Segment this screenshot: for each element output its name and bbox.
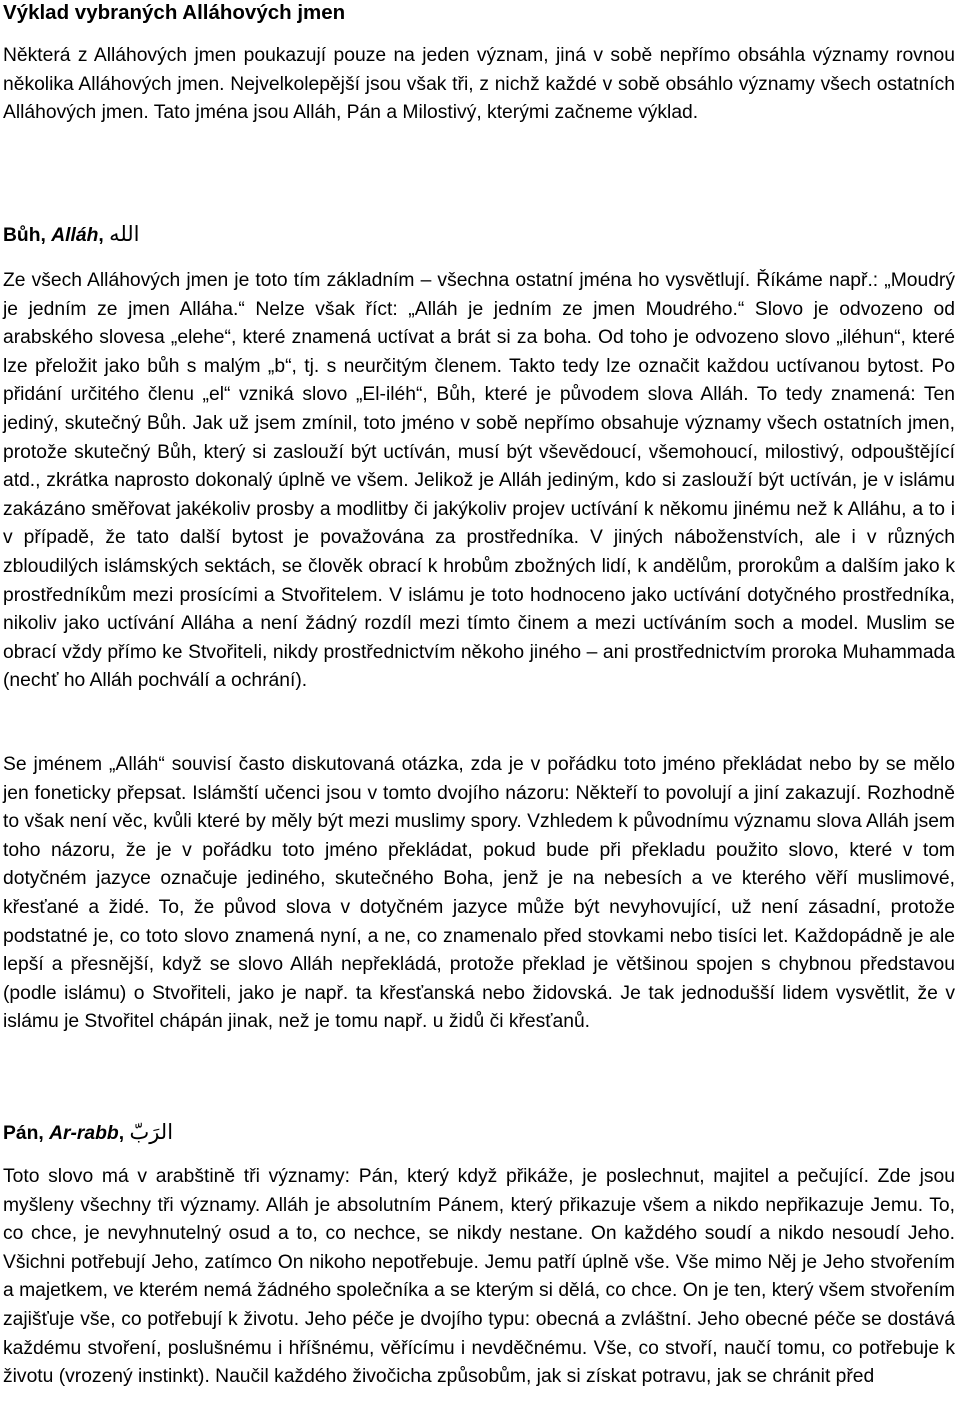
- heading-prefix: Bůh,: [3, 225, 52, 246]
- document-title: Výklad vybraných Alláhových jmen: [3, 1, 346, 24]
- allah-paragraph-translation: Se jménem „Alláh“ souvisí často diskutovaná otázka, zda je v pořádku toto jméno překládat nebo by se mělo jen foneticky přepsat. Islámští učenci jsou v tomto dvojího názoru: Někteří to povolují a jiní zakazují. Rozhodně to však není věc, kvůli které by měly být mezi muslimy spory. Vzhledem k původnímu významu slova Alláh jsem toho názoru, že je v pořádku toto jméno překládat, pokud bude při překladu použito slovo, které v tom dotyčném jazyce označuje jediného, skutečného Boha, jenž je na nebesích a ve kterého věří muslimové, křesťané a židé. To, že původ slova v dotyčném jazyce může být nevyhovující, už není zásadní, protože podstatné je, co toto slovo znamená nyní, a ne, co znamenalo před stovkami nebo tisíci let. Každopádně je ale lepší a přesnější, když se slovo Alláh nepřekládá, protože překlad je většinou spojen s chybnou představou (podle islámu) o Stvořiteli, jako je např. ta křesťanská nebo židovská. Je tak jednodušší lidem vysvětlit, že v islámu je Stvořitel chápán jinak, než je tomu např. u židů či křesťanů.: [3, 754, 955, 1033]
- section-heading-allah: [3, 220, 140, 250]
- allah-paragraph-meaning: Ze všech Alláhových jmen je toto tím základním – všechna ostatní jména ho vysvětlují. Říkáme např.: „Moudrý je jedním ze jmen Alláha.“ Nelze však říct: „Alláh je jedním ze jmen Moudrého.“ Slovo je odvozeno od arabského slovesa „elehe“, které znamená uctívat a brát si za boha. Od toho je odvozeno slovo „iléhun“, které lze přeložit jako bůh s malým „b“, tj. s neurčitým členem. Takto tedy lze označit každou uctívanou bytost. Po přidání určitého členu „el“ vzniká slovo „El-iléh“, Bůh, které je původem slova Alláh. To tedy znamená: Ten jediný, skutečný Bůh. Jak už jsem zmínil, toto jméno v sobě nepřímo obsahuje významy všech ostatních jmen, protože skutečný Bůh, který si zaslouží být uctíván, musí být vševědoucí, všemohoucí, milostivý, odpouštějící atd., zkrátka naprosto dokonalý úplně ve všem. Jelikož je Alláh jediným, kdo si zaslouží být uctíván, je v islámu zakázáno směřovat jakékoliv prosby a modlitby či jakýkoliv projev uctívání k někomu jinému než k Alláhu, a to i v případě, že tato další bytost je považována za prostředníka. V jiných náboženstvích, ale i v různých zbloudilých islámských sektách, se člověk obrací k hrobům zbožných lidí, k andělům, prorokům a dalším jako k prostředníkům mezi prosícími a Stvořitelem. V islámu je toto hodnoceno jako uctívání dotyčného prostředníka, nikoliv jako uctívání Alláha a není žádný rozdíl mezi tímto činem a mezi uctíváním soch a model. Muslim se obrací vždy přímo ke Stvořiteli, nikdy prostřednictvím někoho jiného – ani prostřednictvím proroka Muhammada (nechť ho Alláh pochválí a ochrání).: [3, 270, 955, 692]
- heading-prefix: Pán,: [3, 1123, 50, 1144]
- heading-separator: ,: [98, 225, 110, 246]
- heading-arabic: الله: [109, 222, 140, 246]
- ar-rabb-paragraph: Toto slovo má v arabštině tři významy: Pán, který když přikáže, je poslechnut, majitel a pečující. Zde jsou myšleny všechny tři významy. Alláh je absolutním Pánem, který přikazuje všem a nikdo nepřikazuje Jemu. To, co chce, je nevyhnutelný osud a to, co nechce, se nikdy nestane. On každého soudí a nikdo nesoudí Jeho. Všichni potřebují Jeho, zatímco On nikoho nepotřebuje. Jemu patří úplně vše. Vše mimo Něj je Jeho stvořením a majetkem, ve kterém nemá žádného společníka a se kterým si dělá, co chce. On je ten, který všem stvořením zajišťuje vše, co potřebují k životu. Jeho péče je dvojího typu: obecná a zvláštní. Jeho obecné péče se dostává každému stvoření, poslušnému i hříšnému, věřícímu i nevděčnému. Vše, co stvoří, naučí tomu, co potřebuje k životu (vrozený instinkt). Naučil každého živočicha způsobům, jak si získat potravu, jak se chránit před: [3, 1166, 955, 1388]
- heading-transliteration: Ar-rabb: [49, 1123, 119, 1144]
- heading-transliteration: Alláh: [51, 225, 99, 246]
- intro-paragraph: Některá z Alláhových jmen poukazují pouze na jeden význam, jiná v sobě nepřímo obsáhla významy rovnou několika Alláhových jmen. Nejvelkolepější jsou však tři, z nichž každé v sobě obsáhlo významy všech ostatních Alláhových jmen. Tato jména jsou Alláh, Pán a Milostivý, kterými začneme výklad.: [3, 45, 955, 124]
- section-heading-ar-rabb: [3, 1118, 173, 1148]
- heading-arabic: الرَبّ: [129, 1120, 174, 1144]
- heading-separator: ,: [118, 1123, 130, 1144]
